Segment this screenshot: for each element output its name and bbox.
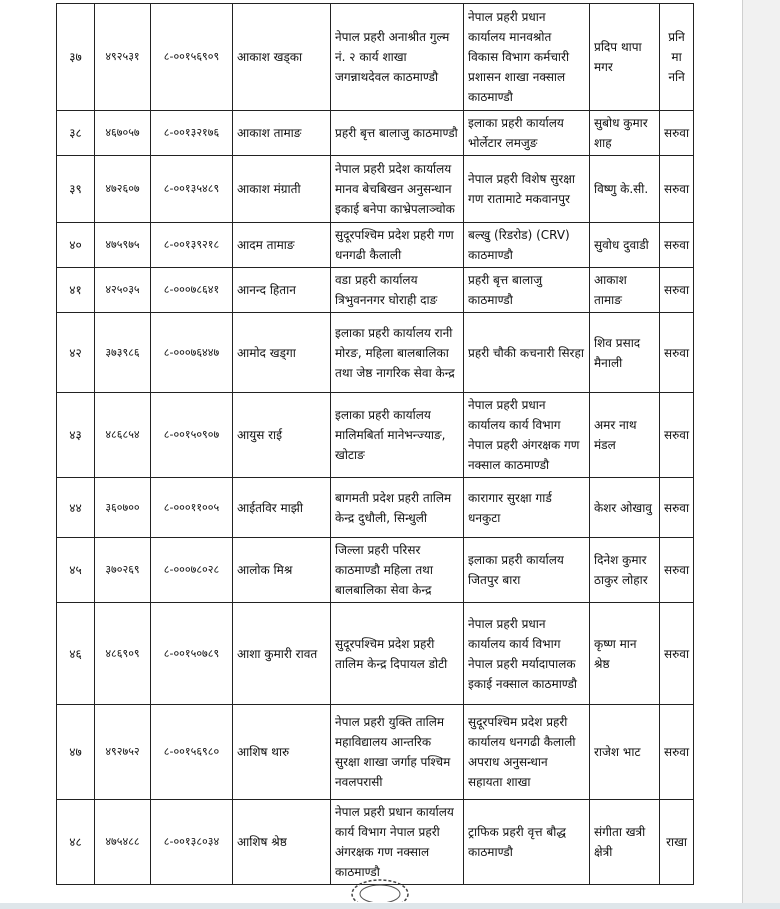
registration-number-cell: ३७३९८६	[95, 313, 151, 393]
person-name-cell: आशा कुमारी रावत	[233, 603, 331, 705]
new-office-cell: सुदूरपश्चिम प्रदेश प्रहरी कार्यालय धनगढी कैलाली अपराध अनुसन्धान सहायता शाखा	[464, 705, 590, 800]
replacement-name-cell: शिव प्रसाद मैनाली	[590, 313, 660, 393]
table-row	[57, 538, 694, 603]
person-name-cell: आईतविर माझी	[233, 478, 331, 538]
replacement-name-cell: केशर ओखावु	[590, 478, 660, 538]
replacement-name-cell: विष्णु के.सी.	[590, 156, 660, 223]
remark-cell: सरुवा	[660, 268, 694, 313]
person-name-cell: आदम तामाङ	[233, 223, 331, 268]
remark-cell: सरुवा	[660, 478, 694, 538]
remark-cell: सरुवा	[660, 538, 694, 603]
serial-number-cell: ४१	[57, 268, 95, 313]
replacement-name-cell: संगीता खत्री क्षेत्री	[590, 800, 660, 885]
person-name-cell: आकाश खड्का	[233, 4, 331, 111]
registration-number-cell: ४७५४८८	[95, 800, 151, 885]
table-row	[57, 4, 694, 111]
current-office-cell: नेपाल प्रहरी प्रदेश कार्यालय मानव बेचबिखन अनुसन्धान इकाई बनेपा काभ्रेपलाञ्चोक	[331, 156, 464, 223]
new-office-cell: इलाका प्रहरी कार्यालय भोर्लेटार लमजुङ	[464, 111, 590, 156]
registration-number-cell: ४७२६०७	[95, 156, 151, 223]
remark-cell: सरुवा	[660, 156, 694, 223]
transfer-table	[56, 3, 694, 885]
new-office-cell: नेपाल प्रहरी प्रधान कार्यालय कार्य विभाग नेपाल प्रहरी अंगरक्षक गण नक्साल काठमाण्डौ	[464, 393, 590, 478]
table-row	[57, 268, 694, 313]
employee-id-cell: ८-०००७६४४७	[151, 313, 233, 393]
current-office-cell: नेपाल प्रहरी प्रधान कार्यालय कार्य विभाग नेपाल प्रहरी अंगरक्षक गण नक्साल काठमाण्डौ	[331, 800, 464, 885]
person-name-cell: आकाश मंग्राती	[233, 156, 331, 223]
registration-number-cell: ४९२७५२	[95, 705, 151, 800]
serial-number-cell: ४२	[57, 313, 95, 393]
replacement-name-cell: प्रदिप थापा मगर	[590, 4, 660, 111]
new-office-cell: इलाका प्रहरी कार्यालय जितपुर बारा	[464, 538, 590, 603]
replacement-name-cell: सुबोध कुमार शाह	[590, 111, 660, 156]
table-row	[57, 313, 694, 393]
table-body	[57, 4, 694, 885]
new-office-cell: नेपाल प्रहरी प्रधान कार्यालय मानवश्रोत विकास विभाग कर्मचारी प्रशासन शाखा नक्साल काठमाण्डौ	[464, 4, 590, 111]
serial-number-cell: ४८	[57, 800, 95, 885]
serial-number-cell: ३९	[57, 156, 95, 223]
replacement-name-cell: सुवोध दुवाडी	[590, 223, 660, 268]
table-row	[57, 393, 694, 478]
employee-id-cell: ८-००१३५४८९	[151, 156, 233, 223]
current-office-cell: सुदूरपश्चिम प्रदेश प्रहरी गण धनगढी कैलाली	[331, 223, 464, 268]
current-office-cell: जिल्ला प्रहरी परिसर काठमाण्डौ महिला तथा बालबालिका सेवा केन्द्र	[331, 538, 464, 603]
remark-cell: सरुवा	[660, 393, 694, 478]
remark-cell: सरुवा	[660, 223, 694, 268]
table-row	[57, 223, 694, 268]
new-office-cell: ट्राफिक प्रहरी वृत्त बौद्ध काठमाण्डौ	[464, 800, 590, 885]
person-name-cell: आशिष श्रेष्ठ	[233, 800, 331, 885]
serial-number-cell: ४६	[57, 603, 95, 705]
remark-cell: प्रनि मा ननि	[660, 4, 694, 111]
replacement-name-cell: कृष्ण मान श्रेष्ठ	[590, 603, 660, 705]
person-name-cell: आशिष थारु	[233, 705, 331, 800]
replacement-name-cell: राजेश भाट	[590, 705, 660, 800]
serial-number-cell: ४५	[57, 538, 95, 603]
registration-number-cell: ४७५९७५	[95, 223, 151, 268]
new-office-cell: प्रहरी चौकी कचनारी सिरहा	[464, 313, 590, 393]
viewer-bottom-bar	[0, 903, 780, 909]
employee-id-cell: ८-०००७८०२८	[151, 538, 233, 603]
registration-number-cell: ४८६८५४	[95, 393, 151, 478]
replacement-name-cell: दिनेश कुमार ठाकुर लोहार	[590, 538, 660, 603]
employee-id-cell: ८-००१५०९०७	[151, 393, 233, 478]
table-row	[57, 705, 694, 800]
table-row	[57, 111, 694, 156]
office-stamp	[348, 868, 412, 902]
registration-number-cell: ३६०७००	[95, 478, 151, 538]
current-office-cell: नेपाल प्रहरी युक्ति तालिम महाविद्यालय आन्तरिक सुरक्षा शाखा जर्गाह पश्चिम नवलपरासी	[331, 705, 464, 800]
person-name-cell: आयुस राई	[233, 393, 331, 478]
table-row	[57, 156, 694, 223]
employee-id-cell: ८-००१५०७८९	[151, 603, 233, 705]
new-office-cell: नेपाल प्रहरी विशेष सुरक्षा गण रातामाटे मकवानपुर	[464, 156, 590, 223]
registration-number-cell: ४६७०५७	[95, 111, 151, 156]
table-row	[57, 478, 694, 538]
person-name-cell: आलोक मिश्र	[233, 538, 331, 603]
employee-id-cell: ८-००१३९२१८	[151, 223, 233, 268]
remark-cell: सरुवा	[660, 111, 694, 156]
table-row	[57, 603, 694, 705]
replacement-name-cell: आकाश तामाङ	[590, 268, 660, 313]
person-name-cell: आमोद खड्गा	[233, 313, 331, 393]
registration-number-cell: ४८६९०९	[95, 603, 151, 705]
new-office-cell: नेपाल प्रहरी प्रधान कार्यालय कार्य विभाग नेपाल प्रहरी मर्यादापालक इकाई नक्साल काठमाण्डौ	[464, 603, 590, 705]
current-office-cell: सुदूरपश्चिम प्रदेश प्रहरी तालिम केन्द्र दिपायल डोटी	[331, 603, 464, 705]
serial-number-cell: ४०	[57, 223, 95, 268]
employee-id-cell: ८-००१५६९८०	[151, 705, 233, 800]
new-office-cell: कारागार सुरक्षा गार्ड धनकुटा	[464, 478, 590, 538]
registration-number-cell: ३७०२६९	[95, 538, 151, 603]
serial-number-cell: ३७	[57, 4, 95, 111]
new-office-cell: प्रहरी बृत्त बालाजु काठमाण्डौ	[464, 268, 590, 313]
current-office-cell: नेपाल प्रहरी अनाश्रीत गुल्म नं. २ कार्य शाखा जगन्नाथदेवल काठमाण्डौ	[331, 4, 464, 111]
serial-number-cell: ४३	[57, 393, 95, 478]
person-name-cell: आकाश तामाङ	[233, 111, 331, 156]
new-office-cell: बल्खु (रिडरोड) (CRV) काठमाण्डौ	[464, 223, 590, 268]
serial-number-cell: ४४	[57, 478, 95, 538]
serial-number-cell: ४७	[57, 705, 95, 800]
registration-number-cell: ४२५०३५	[95, 268, 151, 313]
current-office-cell: प्रहरी बृत्त बालाजु काठमाण्डौ	[331, 111, 464, 156]
employee-id-cell: ८-००१३२१७६	[151, 111, 233, 156]
employee-id-cell: ८-००१५६९०९	[151, 4, 233, 111]
current-office-cell: इलाका प्रहरी कार्यालय रानी मोरङ, महिला बालबालिका तथा जेष्ठ नागरिक सेवा केन्द्र	[331, 313, 464, 393]
registration-number-cell: ४९२५३१	[95, 4, 151, 111]
current-office-cell: बागमती प्रदेश प्रहरी तालिम केन्द्र दुधौली, सिन्धुली	[331, 478, 464, 538]
person-name-cell: आनन्द हितान	[233, 268, 331, 313]
employee-id-cell: ८-०००११००५	[151, 478, 233, 538]
remark-cell: सरुवा	[660, 603, 694, 705]
employee-id-cell: ८-०००७८६४१	[151, 268, 233, 313]
current-office-cell: इलाका प्रहरी कार्यालय मालिमबिर्ता मानेभन्ज्याङ, खोटाङ	[331, 393, 464, 478]
remark-cell: सरुवा	[660, 705, 694, 800]
serial-number-cell: ३८	[57, 111, 95, 156]
current-office-cell: वडा प्रहरी कार्यालय त्रिभुवननगर घोराही दाङ	[331, 268, 464, 313]
remark-cell: सरुवा	[660, 313, 694, 393]
employee-id-cell: ८-००१३८०३४	[151, 800, 233, 885]
replacement-name-cell: अमर नाथ मंडल	[590, 393, 660, 478]
remark-cell: राखा	[660, 800, 694, 885]
